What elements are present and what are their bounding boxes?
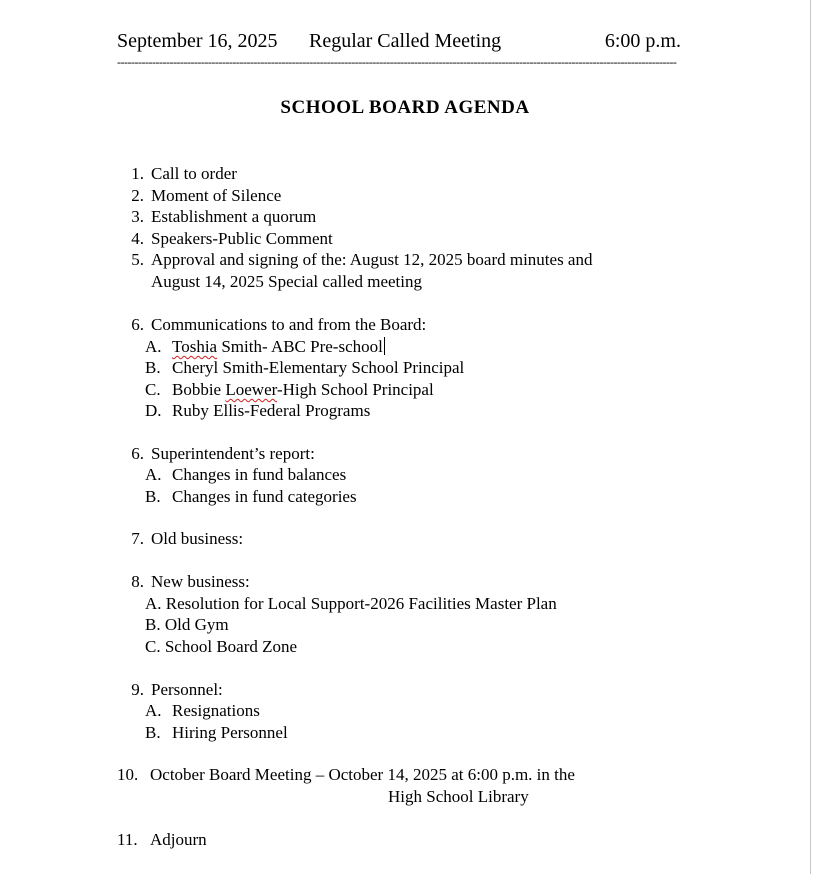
sub-item-6-superintendent-b (145, 486, 357, 507)
item-number: 6. (131, 315, 144, 334)
sub-text: Smith- ABC Pre-school (217, 337, 383, 356)
item-text: Adjourn (150, 830, 207, 849)
agenda-item-11 (117, 829, 207, 850)
sub-item-8b (145, 614, 229, 635)
agenda-item-6-communications (117, 314, 426, 335)
meeting-time: 6:00 p.m. (604, 30, 681, 52)
item-number: 11. (117, 830, 138, 849)
sub-text: Ruby Ellis-Federal Programs (172, 401, 371, 420)
sub-letter: B. (145, 723, 161, 742)
sub-item-8a (145, 593, 557, 614)
text-cursor (384, 337, 385, 355)
agenda-item-8 (117, 571, 250, 592)
meeting-type: Regular Called Meeting (309, 30, 502, 52)
item-text: New business: (151, 572, 250, 591)
sub-item-6b (145, 357, 464, 378)
item-text: Personnel: (151, 680, 223, 699)
sub-text: Cheryl Smith-Elementary School Principal (172, 358, 465, 377)
item-text: Moment of Silence (151, 186, 282, 205)
agenda-item-3 (117, 206, 316, 227)
item-text: October Board Meeting – October 14, 2025 at 6:00 p.m. in the (150, 765, 575, 784)
sub-letter: A. (145, 465, 162, 484)
sub-item-6d (145, 400, 370, 421)
sub-letter: B. (145, 358, 161, 377)
agenda-item-1 (117, 163, 237, 184)
sub-text: Old Gym (164, 615, 229, 634)
item-number: 9. (131, 680, 144, 699)
item-text: Establishment a quorum (151, 207, 317, 226)
sub-letter: A. (145, 594, 162, 613)
spellcheck-word: Loewer (225, 380, 277, 399)
sub-text: Resignations (172, 701, 260, 720)
agenda-item-10-continued: High School Library (388, 787, 529, 806)
spellcheck-word: Toshia (172, 337, 218, 356)
sub-letter: B. (145, 615, 161, 634)
header-divider: ---------------------------------------------------------------------------------------------------------------------------------------------------------------- (117, 55, 677, 69)
sub-text: Changes in fund categories (172, 487, 357, 506)
item-number: 6. (131, 444, 144, 463)
item-number: 4. (131, 229, 144, 248)
agenda-item-4 (117, 228, 333, 249)
sub-letter: B. (145, 487, 161, 506)
agenda-item-5 (117, 249, 592, 270)
item-text: Communications to and from the Board: (151, 315, 427, 334)
sub-letter: A. (145, 337, 162, 356)
item-number: 10. (117, 765, 139, 784)
sub-text: Changes in fund balances (172, 465, 347, 484)
sub-text: Resolution for Local Support-2026 Facilities Master Plan (165, 594, 557, 613)
sub-text: -High School Principal (276, 380, 434, 399)
sub-text: School Board Zone (164, 637, 298, 656)
item-text: Superintendent’s report: (151, 444, 315, 463)
sub-letter: C. (145, 637, 161, 656)
sub-item-6a (145, 336, 385, 357)
sub-item-9b (145, 722, 288, 743)
agenda-item-7 (117, 528, 243, 549)
item-number: 1. (131, 164, 144, 183)
item-text: Old business: (151, 529, 244, 548)
sub-letter: C. (145, 380, 161, 399)
page-title: SCHOOL BOARD AGENDA (280, 97, 530, 118)
agenda-item-2 (117, 185, 281, 206)
agenda-item-10 (117, 764, 575, 785)
sub-item-6c (145, 379, 434, 400)
sub-text: Bobbie (172, 380, 226, 399)
sub-text: Hiring Personnel (172, 723, 288, 742)
item-text: Call to order (151, 164, 237, 183)
page-edge (810, 0, 811, 874)
item-number: 3. (131, 207, 144, 226)
sub-item-9a (145, 700, 260, 721)
item-number: 8. (131, 572, 144, 591)
sub-letter: D. (145, 401, 162, 420)
item-text: Speakers-Public Comment (151, 229, 333, 248)
agenda-item-6-superintendent (117, 443, 315, 464)
meeting-header (117, 30, 681, 54)
agenda-item-5-continued: August 14, 2025 Special called meeting (151, 272, 422, 291)
sub-item-6-superintendent-a (145, 464, 346, 485)
agenda-item-9 (117, 679, 223, 700)
meeting-date: September 16, 2025 (117, 30, 278, 52)
item-number: 2. (131, 186, 144, 205)
item-text: Approval and signing of the: August 12, 2025 board minutes and (151, 250, 593, 269)
sub-letter: A. (145, 701, 162, 720)
item-number: 5. (131, 250, 144, 269)
sub-item-8c (145, 636, 297, 657)
item-number: 7. (131, 529, 144, 548)
